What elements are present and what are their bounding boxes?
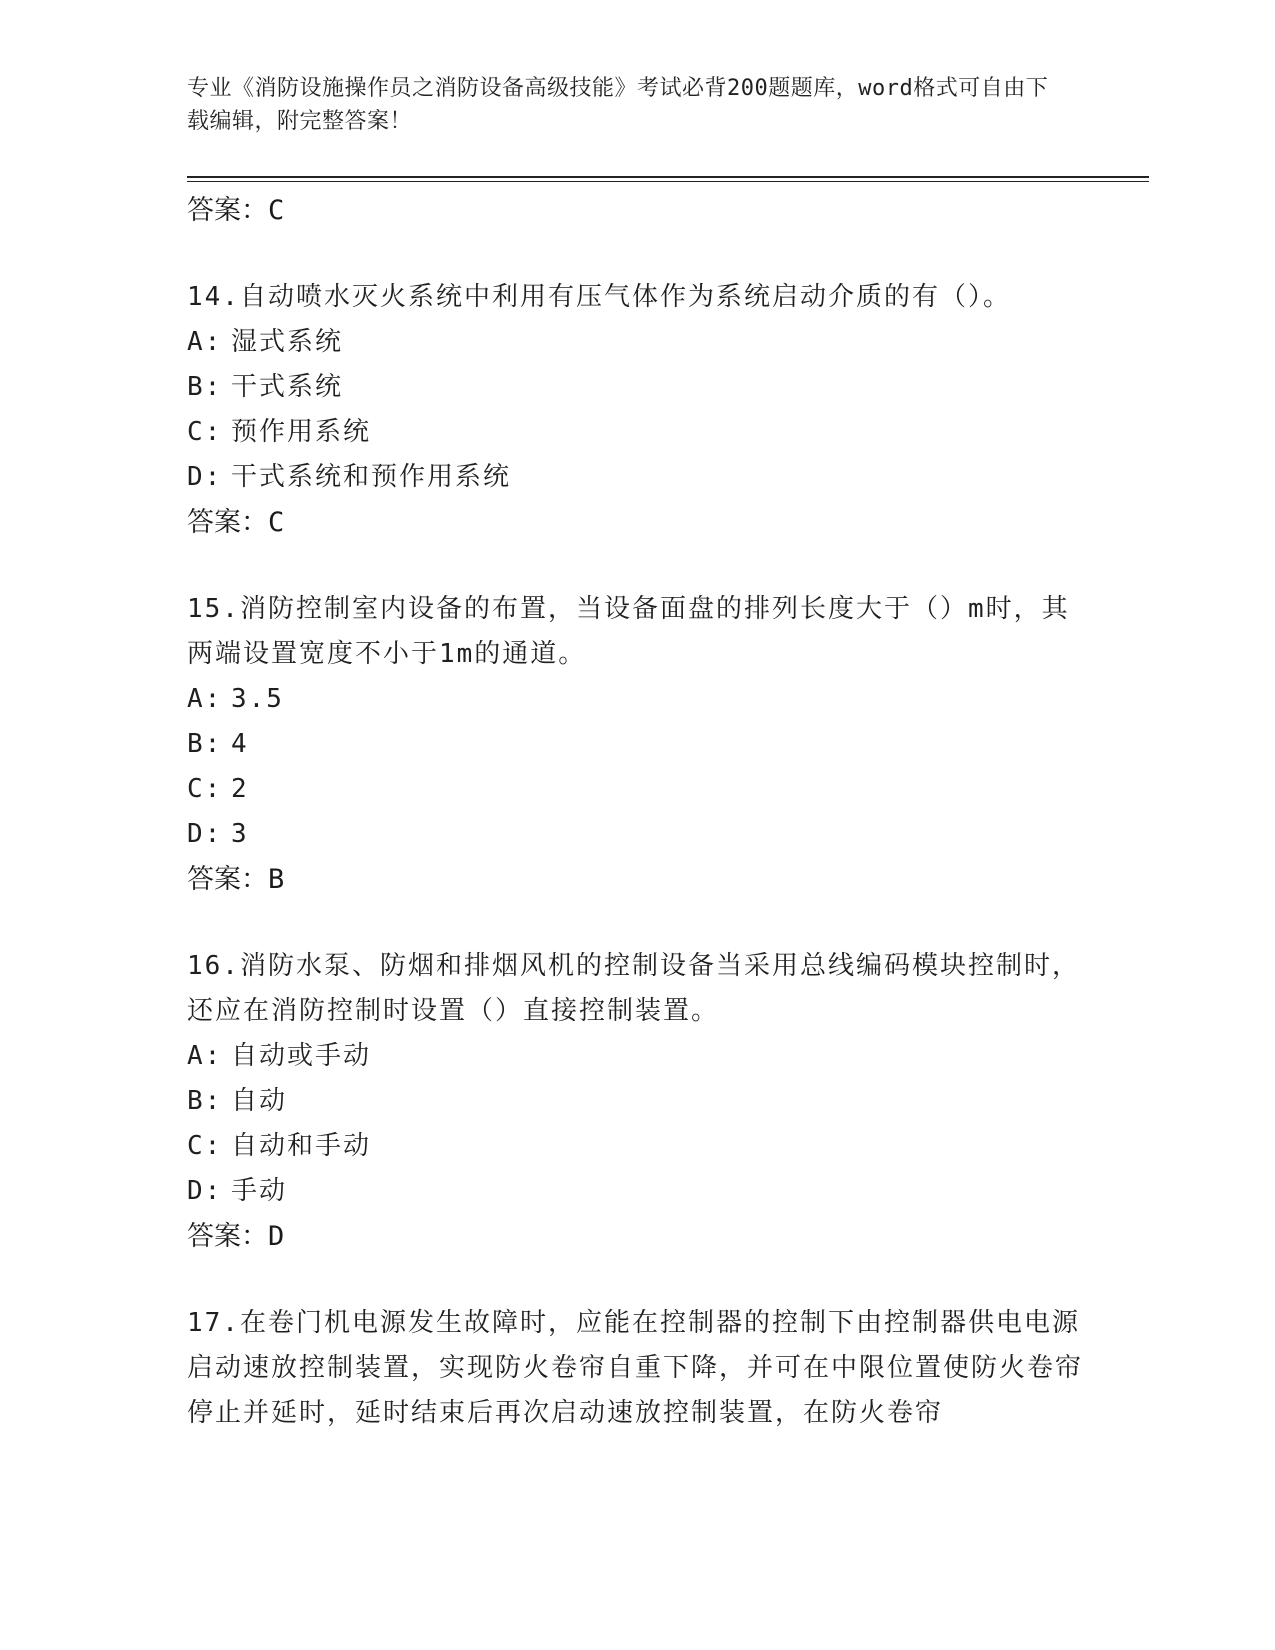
document-header: 专业《消防设施操作员之消防设备高级技能》考试必背200题题库，word格式可自由下载编辑，附完整答案！: [187, 76, 1049, 134]
option-key: D:: [187, 462, 223, 492]
option-text: 3: [231, 819, 249, 849]
question-stem: 16.消防水泵、防烟和排烟风机的控制设备当采用总线编码模块控制时，还应在消防控制时设置（）直接控制装置。: [187, 951, 1080, 1026]
question-stem: 15.消防控制室内设备的布置，当设备面盘的排列长度大于（）m时，其两端设置宽度不小于1m的通道。: [187, 594, 1070, 669]
question-answer: [187, 1214, 1087, 1259]
answer-label: 答案：: [187, 1221, 268, 1252]
option-text: 湿式系统: [231, 327, 344, 357]
option-key: D:: [187, 819, 223, 849]
option-key: C:: [187, 417, 223, 447]
previous-answer: [187, 188, 1087, 233]
option-a: [187, 320, 1087, 365]
question-15: [187, 587, 1087, 902]
answer-label: 答案：: [187, 507, 268, 538]
option-key: D:: [187, 1176, 223, 1206]
option-key: C:: [187, 774, 223, 804]
answer-value: D: [268, 1221, 285, 1252]
question-list: [187, 188, 1087, 1436]
option-text: 手动: [231, 1176, 288, 1206]
option-d: [187, 455, 1087, 500]
option-text: 预作用系统: [231, 417, 372, 447]
question-stem: 14.自动喷水灭火系统中利用有压气体作为系统启动介质的有（）。: [187, 282, 1011, 312]
option-text: 自动或手动: [231, 1041, 372, 1071]
question-answer: [187, 857, 1087, 902]
option-b: [187, 365, 1087, 410]
option-c: [187, 1124, 1087, 1169]
option-text: 干式系统和预作用系统: [231, 462, 512, 492]
header-rule-thick: [187, 176, 1149, 178]
option-text: 3.5: [231, 684, 284, 714]
option-key: B:: [187, 1086, 223, 1116]
answer-value: C: [268, 195, 285, 226]
answer-value: B: [268, 864, 285, 895]
option-a: [187, 677, 1087, 722]
option-key: B:: [187, 729, 223, 759]
option-key: B:: [187, 372, 223, 402]
answer-label: 答案：: [187, 864, 268, 895]
option-c: [187, 410, 1087, 455]
option-d: [187, 1169, 1087, 1214]
question-16: [187, 944, 1087, 1259]
question-17: [187, 1301, 1087, 1436]
option-key: C:: [187, 1131, 223, 1161]
option-text: 4: [231, 729, 249, 759]
option-text: 2: [231, 774, 249, 804]
option-text: 自动: [231, 1086, 288, 1116]
option-d: [187, 812, 1087, 857]
option-a: [187, 1034, 1087, 1079]
option-b: [187, 722, 1087, 767]
question-14: [187, 275, 1087, 545]
answer-label: 答案：: [187, 195, 268, 226]
option-text: 干式系统: [231, 372, 344, 402]
question-answer: [187, 500, 1087, 545]
option-text: 自动和手动: [231, 1131, 372, 1161]
option-key: A:: [187, 1041, 223, 1071]
option-key: A:: [187, 684, 223, 714]
option-b: [187, 1079, 1087, 1124]
option-c: [187, 767, 1087, 812]
option-key: A:: [187, 327, 223, 357]
header-rule-thin: [187, 181, 1149, 182]
answer-value: C: [268, 507, 285, 538]
question-stem: 17.在卷门机电源发生故障时，应能在控制器的控制下由控制器供电电源启动速放控制装置，实现防火卷帘自重下降，并可在中限位置使防火卷帘停止并延时，延时结束后再次启动速放控制装置，在防火卷帘: [187, 1308, 1084, 1428]
